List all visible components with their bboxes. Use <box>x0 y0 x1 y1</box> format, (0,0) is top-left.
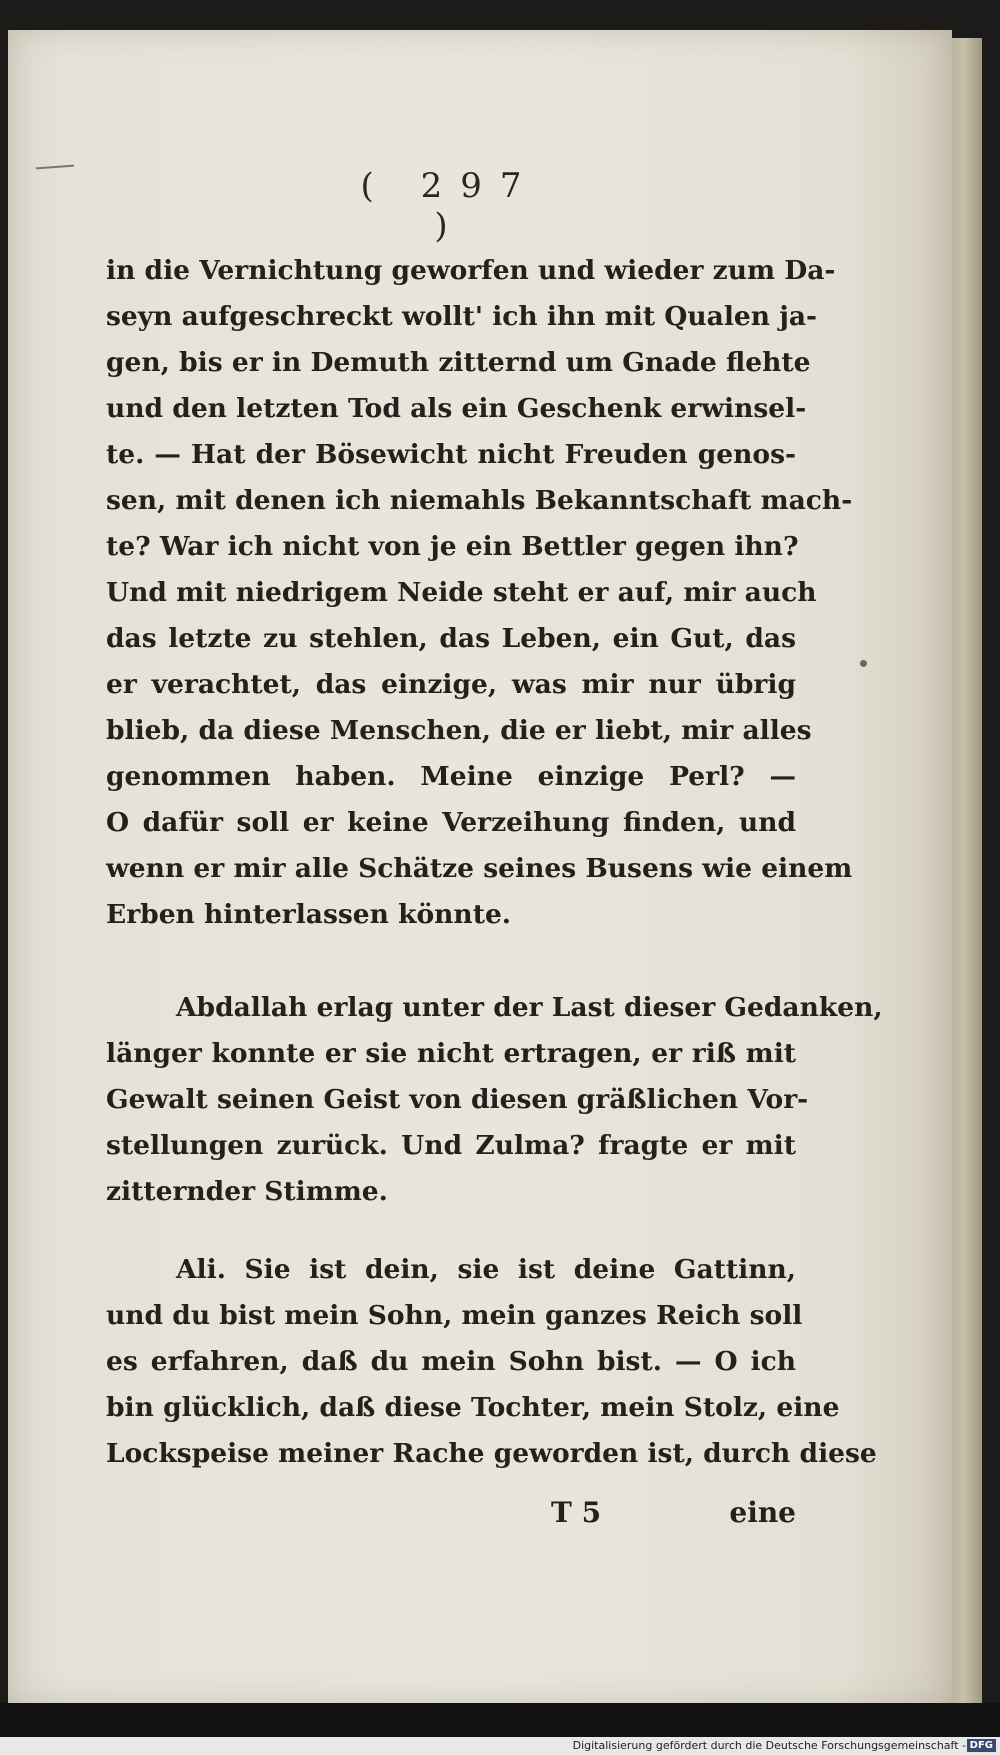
text-line: und den letzten Tod als ein Geschenk erwinsel- <box>106 393 807 424</box>
funding-notice: Digitalisierung gefördert durch die Deutsche Forschungsgemeinschaft - <box>572 1739 966 1752</box>
text-line: Erben hinterlassen könnte. <box>106 899 512 930</box>
text-line: Und mit niedrigem Neide steht er auf, mir auch <box>106 577 817 608</box>
page-footer-line <box>106 1490 796 1536</box>
text-line: Abdallah erlag unter der Last dieser Gedanken, <box>176 992 883 1023</box>
text-line: Lockspeise meiner Rache geworden ist, durch diese <box>106 1438 877 1469</box>
paragraph-3 <box>106 1247 877 1477</box>
text-line: Ali. Sie ist dein, sie ist deine Gattinn, <box>176 1254 796 1285</box>
signature-mark: T 5 <box>551 1496 602 1529</box>
text-line: und du bist mein Sohn, mein ganzes Reich soll <box>106 1300 803 1331</box>
page-edge <box>952 38 982 1703</box>
paragraph-1 <box>106 248 853 938</box>
text-line: sen, mit denen ich niemahls Bekanntschaft mach- <box>106 485 853 516</box>
text-line: te. — Hat der Bösewicht nicht Freuden genos- <box>106 439 796 470</box>
page-number: ( 297 ) <box>360 166 540 246</box>
catchword: eine <box>729 1496 796 1529</box>
text-line: Gewalt seinen Geist von diesen gräßlichen Vor- <box>106 1084 809 1115</box>
scan-border <box>0 1703 1000 1737</box>
text-line: O dafür soll er keine Verzeihung finden, und <box>106 807 796 838</box>
text-line: wenn er mir alle Schätze seines Busens wie einem <box>106 853 853 884</box>
text-line: gen, bis er in Demuth zitternd um Gnade flehte <box>106 347 811 378</box>
text-line: das letzte zu stehlen, das Leben, ein Gut, das <box>106 623 796 654</box>
text-line: bin glücklich, daß diese Tochter, mein Stolz, eine <box>106 1392 840 1423</box>
text-line: te? War ich nicht von je ein Bettler gegen ihn? <box>106 531 799 562</box>
text-line: in die Vernichtung geworfen und wieder zum Da- <box>106 255 836 286</box>
dfg-logo: DFG <box>967 1739 996 1752</box>
text-line: seyn aufgeschreckt wollt' ich ihn mit Qualen ja- <box>106 301 817 332</box>
text-line: genommen haben. Meine einzige Perl? — <box>106 761 796 792</box>
text-line: blieb, da diese Menschen, die er liebt, mir alles <box>106 715 812 746</box>
paragraph-2 <box>106 985 883 1215</box>
text-line: er verachtet, das einzige, was mir nur übrig <box>106 669 796 700</box>
text-line: zitternder Stimme. <box>106 1176 388 1207</box>
text-line: stellungen zurück. Und Zulma? fragte er mit <box>106 1130 796 1161</box>
text-line: länger konnte er sie nicht ertragen, er riß mit <box>106 1038 796 1069</box>
ink-dot <box>860 660 867 667</box>
text-line: es erfahren, daß du mein Sohn bist. — O ich <box>106 1346 796 1377</box>
